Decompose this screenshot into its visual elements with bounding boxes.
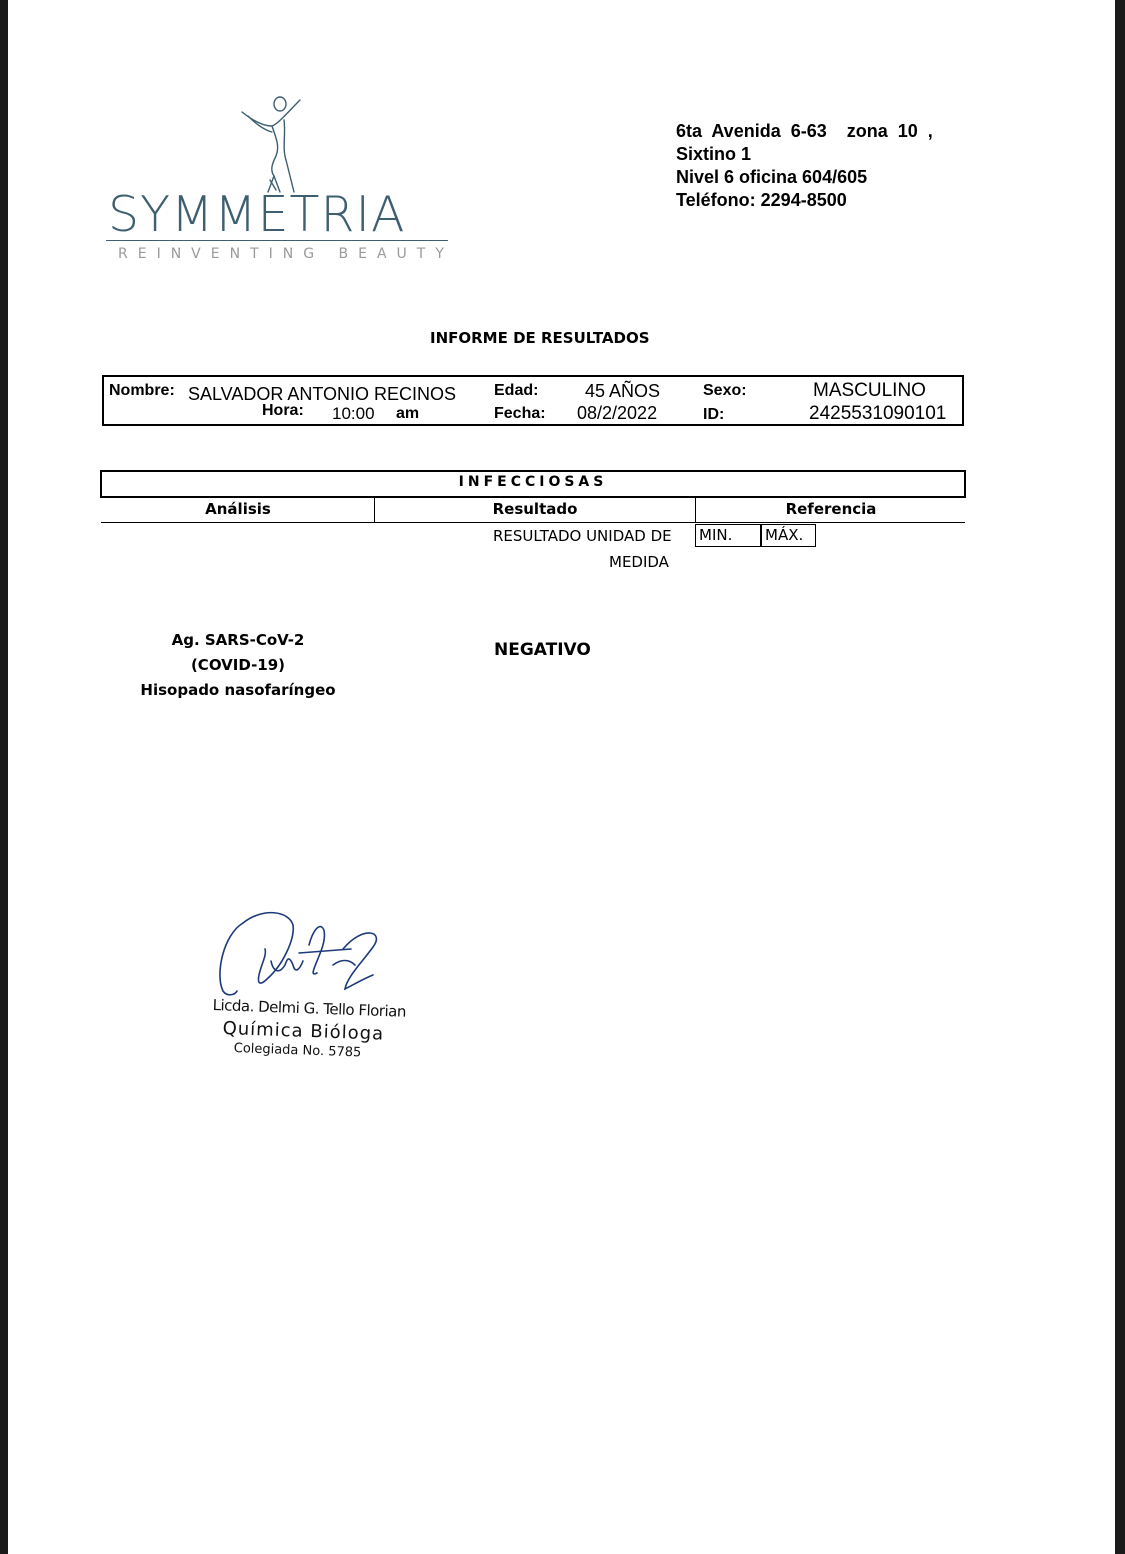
sex-label: Sexo: (703, 382, 747, 399)
logo-tagline: REINVENTING BEAUTY (118, 246, 454, 262)
result-unit-label-2: MEDIDA (609, 553, 669, 571)
patient-name: SALVADOR ANTONIO RECINOS (188, 384, 457, 404)
test-name-line-2: (COVID-19) (190, 656, 286, 674)
name-label: Nombre: (109, 382, 175, 399)
signer-license: Colegiada No. 5785 (233, 1041, 362, 1061)
logo-figure-icon (236, 94, 306, 194)
patient-age: 45 AÑOS (585, 381, 661, 401)
age-label: Edad: (494, 382, 539, 399)
signer-title: Química Bióloga (222, 1018, 385, 1045)
patient-hour: 10:00 (332, 404, 375, 423)
id-label: ID: (703, 406, 725, 423)
report-title: INFORME DE RESULTADOS (430, 329, 650, 347)
test-name (128, 628, 348, 703)
column-reference: Referencia (785, 500, 877, 518)
reference-max: MÁX. (761, 524, 816, 547)
section-title: INFECCIOSAS (458, 474, 608, 490)
test-name-line-1: Ag. SARS-CoV-2 (171, 631, 305, 649)
reference-min: MIN. (695, 524, 761, 547)
address-line-2: Sixtino 1 (676, 144, 752, 164)
patient-ampm: am (396, 405, 420, 422)
hour-label: Hora: (262, 402, 304, 419)
column-analysis: Análisis (205, 500, 271, 518)
address-phone: Teléfono: 2294-8500 (676, 190, 847, 210)
column-divider-2 (695, 498, 696, 523)
header-underline (101, 522, 965, 523)
date-label: Fecha: (494, 405, 546, 422)
test-name-line-3: Hisopado nasofaríngeo (140, 681, 336, 699)
test-result: NEGATIVO (494, 640, 591, 660)
column-divider-1 (374, 498, 375, 523)
document-page (8, 0, 1115, 1554)
result-unit-label: RESULTADO UNIDAD DE (493, 527, 672, 545)
logo-divider (106, 240, 448, 241)
signature-scribble-icon (213, 905, 393, 1005)
address-line-1: 6ta Avenida 6-63 zona 10 , (676, 121, 933, 141)
address-line-3: Nivel 6 oficina 604/605 (676, 167, 868, 187)
patient-sex: MASCULINO (813, 380, 926, 401)
column-result: Resultado (492, 500, 578, 518)
signer-name: Licda. Delmi G. Tello Florian (212, 996, 407, 1021)
patient-id: 2425531090101 (809, 403, 947, 424)
logo-wordmark: SYMMETRIA (108, 186, 406, 243)
section-header-box (100, 470, 966, 498)
patient-date: 08/2/2022 (577, 403, 658, 423)
